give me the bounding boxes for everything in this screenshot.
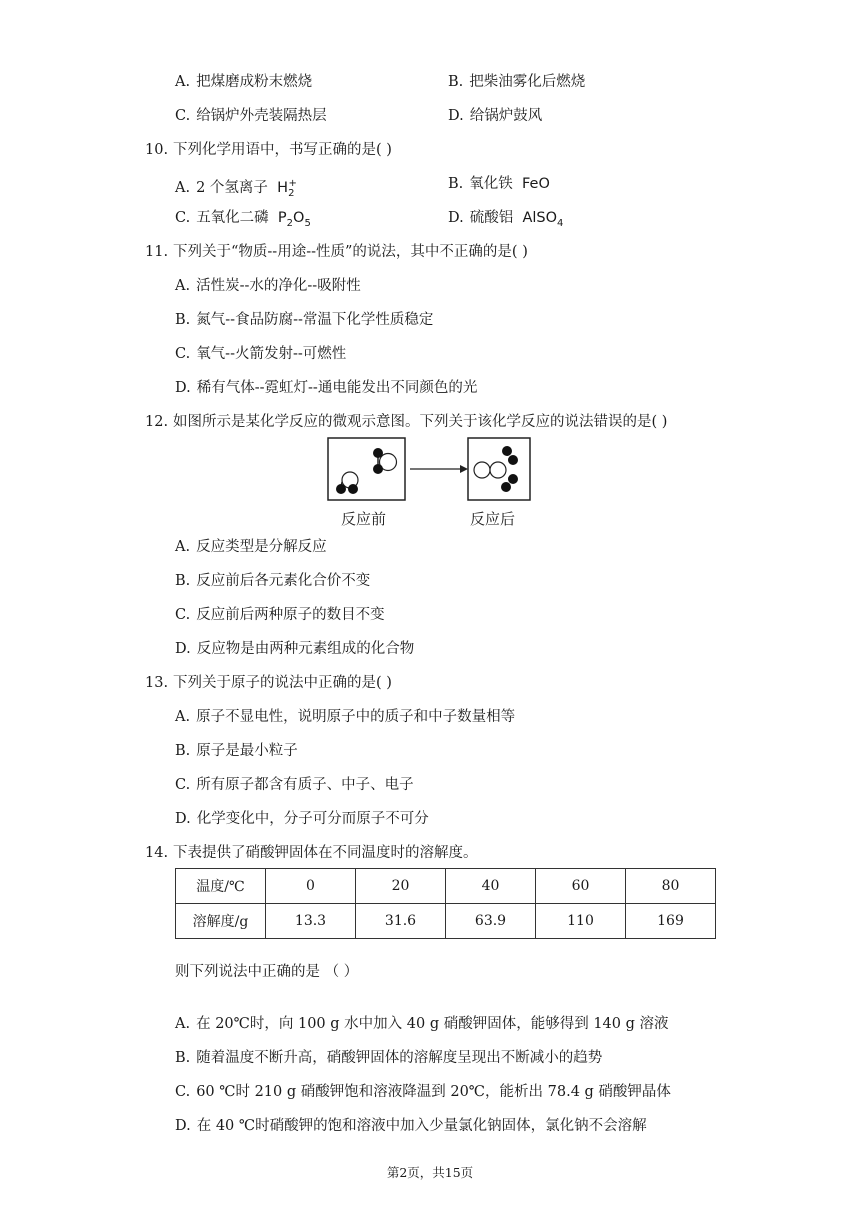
q13-option-b: B. 原子是最小粒子 xyxy=(175,743,298,759)
table-cell: 20 xyxy=(356,869,446,904)
q12-option-b: B. 反应前后各元素化合价不变 xyxy=(175,573,371,589)
formula-p2o5: $P_2O_5$ xyxy=(277,210,311,229)
after-label: 反应后 xyxy=(470,510,516,528)
black-atom xyxy=(502,446,512,456)
q11-option-a: A. 活性炭--水的净化--吸附性 xyxy=(175,278,361,294)
table-cell: 169 xyxy=(626,904,716,939)
formula-feo: FeO xyxy=(521,176,550,192)
q9-option-c: C. 给锅炉外壳装隔热层 xyxy=(175,108,327,124)
q10-option-c: C. 五氧化二磷 $P_2O_5$ xyxy=(175,210,311,229)
q13-option-a: A. 原子不显电性，说明原子中的质子和中子数量相等 xyxy=(175,709,516,725)
white-atom xyxy=(474,462,490,478)
white-atom xyxy=(490,462,506,478)
q10-option-b: B. 氧化铁 FeO xyxy=(448,176,550,192)
table-header-temp: 温度/℃ xyxy=(176,869,266,904)
table-cell: 40 xyxy=(446,869,536,904)
table-row xyxy=(176,869,716,904)
q13-stem: 13. 下列关于原子的说法中正确的是( ) xyxy=(145,675,392,691)
table-cell: 0 xyxy=(266,869,356,904)
black-atom xyxy=(373,448,383,458)
table-row xyxy=(176,904,716,939)
table-cell: 13.3 xyxy=(266,904,356,939)
q11-option-c: C. 氧气--火箭发射--可燃性 xyxy=(175,346,347,362)
q10-stem: 10. 下列化学用语中，书写正确的是( ) xyxy=(145,142,392,158)
table-cell: 60 xyxy=(536,869,626,904)
formula-h2-plus: $H_2^+$ xyxy=(277,178,297,199)
formula-also4: AlSO$_4$ xyxy=(522,210,564,229)
q12-option-a: A. 反应类型是分解反应 xyxy=(175,539,327,555)
q10-option-d: D. 硫酸铝 AlSO$_4$ xyxy=(448,210,564,229)
q14-option-b: B. 随着温度不断升高，硝酸钾固体的溶解度呈现出不断减小的趋势 xyxy=(175,1050,603,1066)
q14-option-d: D. 在 40 ℃时硝酸钾的饱和溶液中加入少量氯化钠固体，氯化钠不会溶解 xyxy=(175,1118,647,1134)
black-atom xyxy=(501,482,511,492)
q9-option-b: B. 把柴油雾化后燃烧 xyxy=(448,74,586,90)
q11-option-b: B. 氮气--食品防腐--常温下化学性质稳定 xyxy=(175,312,434,328)
black-atom xyxy=(336,484,346,494)
q14-option-c: C. 60 ℃时 210 g 硝酸钾饱和溶液降温到 20℃，能析出 78.4 g 硝酸钾晶体 xyxy=(175,1084,671,1100)
table-cell: 31.6 xyxy=(356,904,446,939)
q9-option-a: A. 把煤磨成粉末燃烧 xyxy=(175,74,313,90)
q9-option-d: D. 给锅炉鼓风 xyxy=(448,108,543,124)
black-atom xyxy=(373,464,383,474)
q11-option-d: D. 稀有气体--霓虹灯--通电能发出不同颜色的光 xyxy=(175,380,478,396)
page-footer: 第2页，共15页 xyxy=(386,1165,474,1180)
black-atom xyxy=(348,484,358,494)
before-label: 反应前 xyxy=(341,510,387,528)
table-cell: 80 xyxy=(626,869,716,904)
black-atom xyxy=(508,474,518,484)
reaction-diagram xyxy=(320,430,540,505)
q11-stem: 11. 下列关于“物质--用途--性质”的说法，其中不正确的是( ) xyxy=(145,244,528,260)
q12-option-d: D. 反应物是由两种元素组成的化合物 xyxy=(175,641,415,657)
solubility-table xyxy=(175,868,716,939)
q13-option-c: C. 所有原子都含有质子、中子、电子 xyxy=(175,777,414,793)
q12-option-c: C. 反应前后两种原子的数目不变 xyxy=(175,607,385,623)
q10-option-a: A. 2 个氢离子 $H_2^+$ xyxy=(175,174,303,204)
table-cell: 63.9 xyxy=(446,904,536,939)
table-header-solubility: 溶解度/g xyxy=(176,904,266,939)
q14-option-a: A. 在 20℃时，向 100 g 水中加入 40 g 硝酸钾固体，能够得到 140 g 溶液 xyxy=(175,1016,669,1032)
q14-stem: 14. 下表提供了硝酸钾固体在不同温度时的溶解度。 xyxy=(145,845,478,861)
q14-lead: 则下列说法中正确的是 （ ） xyxy=(175,964,359,980)
q12-stem: 12. 如图所示是某化学反应的微观示意图。下列关于该化学反应的说法错误的是( ) xyxy=(145,414,668,430)
table-cell: 110 xyxy=(536,904,626,939)
black-atom xyxy=(508,455,518,465)
q13-option-d: D. 化学变化中，分子可分而原子不可分 xyxy=(175,811,429,827)
